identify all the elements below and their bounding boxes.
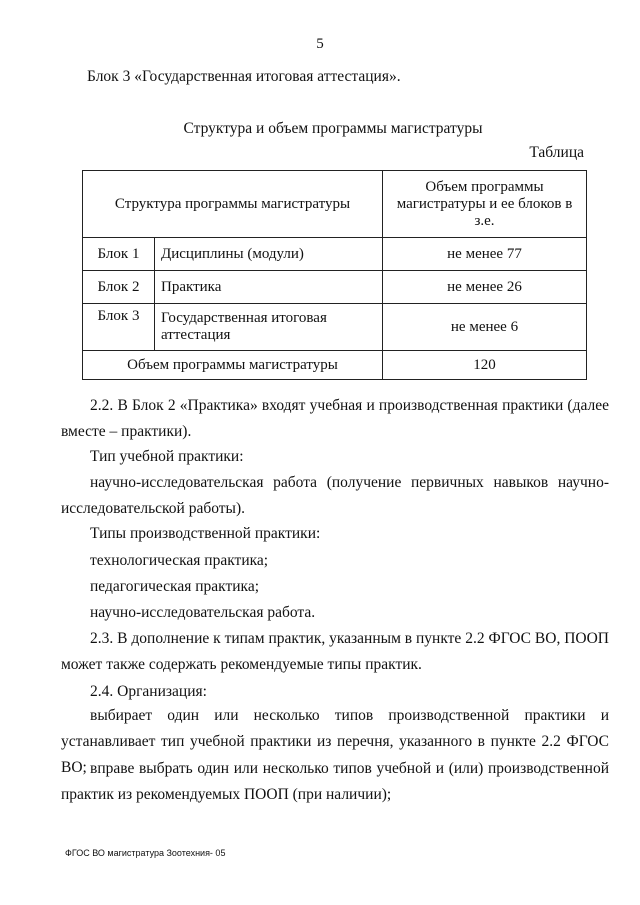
structure-table xyxy=(82,170,587,380)
table-row xyxy=(83,238,587,271)
block-name: Дисциплины (модули) xyxy=(155,238,383,271)
table-label: Таблица xyxy=(529,144,584,161)
prod-practice-type-item: научно-исследовательская работа. xyxy=(90,604,316,621)
table-total-row xyxy=(83,351,587,380)
organization-item: вправе выбрать один или несколько типов учебной и (или) производственной практик из рекомендуемых ПООП (при наличии); xyxy=(61,760,609,803)
total-volume: 120 xyxy=(383,351,587,380)
prod-practice-type-item: педагогическая практика; xyxy=(90,578,260,595)
table-row xyxy=(83,271,587,304)
block-volume: не менее 26 xyxy=(383,271,587,304)
edu-practice-type-item: научно-исследовательская работа (получение первичных навыков научно-исследовательской работы). xyxy=(61,474,609,517)
block-name: Государственная итоговая аттестация xyxy=(155,304,383,351)
paragraph-2-4: 2.4. Организация: xyxy=(90,683,207,700)
table-caption: Структура и объем программы магистратуры xyxy=(183,120,483,137)
page-number: 5 xyxy=(316,36,324,52)
table-header-structure: Структура программы магистратуры xyxy=(83,171,383,238)
table-row xyxy=(83,304,587,351)
block-code: Блок 1 xyxy=(83,238,155,271)
block-heading: Блок 3 «Государственная итоговая аттестация». xyxy=(87,68,401,85)
paragraph-2-2: 2.2. В Блок 2 «Практика» входят учебная и производственная практики (далее вместе – практики). xyxy=(61,397,609,440)
block-name: Практика xyxy=(155,271,383,304)
block-code: Блок 3 xyxy=(83,304,155,351)
block-volume: не менее 6 xyxy=(383,304,587,351)
block-volume: не менее 77 xyxy=(383,238,587,271)
total-label: Объем программы магистратуры xyxy=(83,351,383,380)
prod-practice-type-item: технологическая практика; xyxy=(90,552,269,569)
edu-practice-type-title: Тип учебной практики: xyxy=(90,448,244,465)
organization-item: выбирает один или несколько типов производственной практики и устанавливает тип учебной практики из перечня, указанного в пункте 2.2 ФГОС ВО; xyxy=(61,707,609,776)
table-header-row xyxy=(83,171,587,238)
footer-note: ФГОС ВО магистратура Зоотехния- 05 xyxy=(65,848,226,858)
table-header-volume: Объем программы магистратуры и ее блоков в з.е. xyxy=(383,171,587,238)
block-code: Блок 2 xyxy=(83,271,155,304)
paragraph-2-3: 2.3. В дополнение к типам практик, указанным в пункте 2.2 ФГОС ВО, ПООП может также содержать рекомендуемые типы практик. xyxy=(61,630,609,673)
prod-practice-types-title: Типы производственной практики: xyxy=(90,525,321,542)
